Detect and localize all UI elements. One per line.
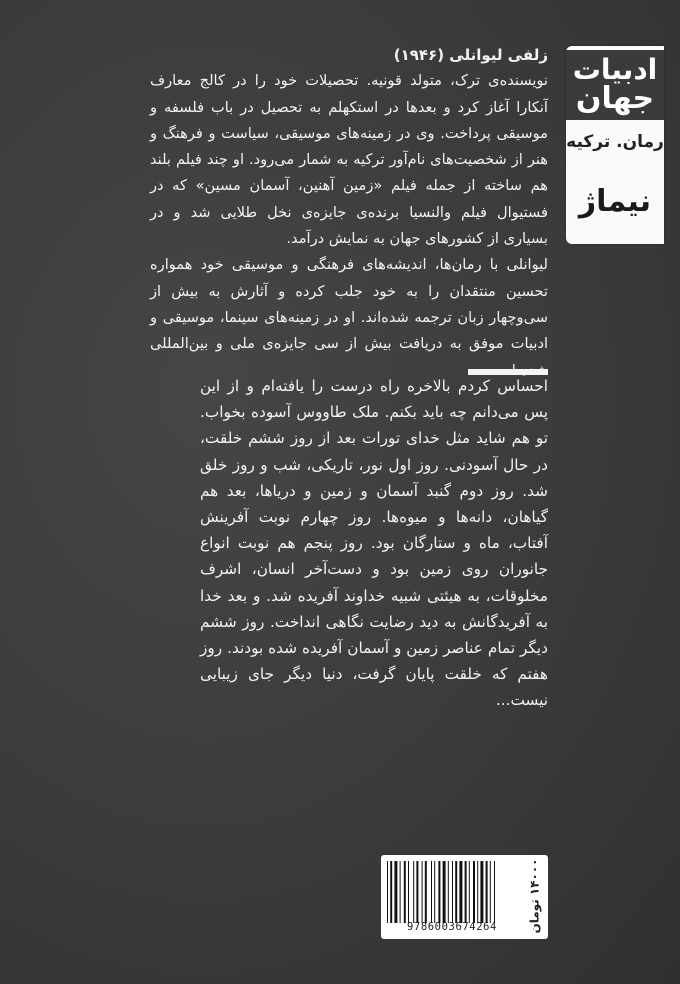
price-text: ۱۴۰۰۰ تومان — [527, 858, 542, 934]
barcode-stripe — [390, 861, 392, 923]
barcode-stripe — [469, 861, 470, 923]
barcode-stripe — [490, 861, 491, 923]
barcode-stripe — [480, 861, 483, 923]
barcode-stripe — [438, 861, 440, 923]
barcode-stripe — [416, 861, 418, 923]
barcode-stripe — [408, 861, 409, 923]
barcode-stripe — [465, 861, 467, 923]
barcode-stripe — [459, 861, 462, 923]
barcode-stripe — [494, 861, 495, 923]
barcode-stripe — [477, 861, 478, 923]
barcode-bars — [385, 861, 525, 925]
barcode-stripe — [413, 861, 414, 923]
barcode-stripe — [473, 861, 475, 923]
author-heading: زلفی لیوانلی (۱۹۴۶) — [393, 46, 548, 64]
barcode-stripe — [452, 861, 453, 923]
barcode-stripe — [443, 861, 446, 923]
genre-country-label: رمان. ترکیه — [566, 132, 664, 152]
publisher-logo-text: نیماژ — [578, 184, 652, 219]
author-bio-paragraph-1: نویسنده‌ی ترک، متولد قونیه. تحصیلات خود را در کالج معارف آنکارا آغاز کرد و بعدها در استکهلم به تحصیل در باب فلسفه و موسیقی پرداخت. وی در زمینه‌های موسیقی، سیاست و فرهنگ و هنر از شخصیت‌های نام‌آور ترکیه به شمار می‌رود. او چند فیلم بلند هم ساخته از جمله فیلم «زمین آهنین، آسمان مسین» که در فستیوال فیلم والنسیا برنده‌ی جایزه‌ی نخل طلایی شد و در بسیاری از کشورهای جهان به نمایش درآمد. — [150, 72, 548, 248]
isbn-number: 9786003674264 — [407, 921, 497, 933]
book-excerpt — [200, 373, 548, 714]
author-bio-paragraph-2: لیوانلی با رمان‌ها، اندیشه‌های فرهنگی و موسیقی خود همواره تحسین منتقدان را به خود جلب کرده و آثارش به بیش از سی‌وچهار زبان ترجمه شده‌اند. او در زمینه‌های سینما، موسیقی و ادبیات موفق به دریافت بیش از سی جایزه‌ی ملی و بین‌المللی — [150, 256, 548, 353]
excerpt-text: احساس کردم بالاخره راه درست را یافته‌ام و از این پس می‌دانم چه باید بکنم. ملک طاووس آسوده بخواب. تو هم شاید مثل خدای تورات بعد از روز ششم خلقت، در حال آسودنی. روز اول نور، تاریکی، شب و روز خلق شد. روز دوم گنبد آسمان و زمین و دریاها، بعد هم گیاهان، دانه‌ها و میوه‌ها. روز چهارم نوبت آفرینش آفتاب، ماه و ستارگان بود. روز پنجم هم نوبت انواع جانوران روی زمین بود و دست‌آخر انسان، اشرف مخلوقات، به هیئتی شبیه خداوند آفریده شد. و بعد خدا به آفریدگانش به دید رضایت نگاهی انداخت. روز ششم دیگر تمام عناصر زمین و آسمان آفریده شده بودند. روز هفتم که خلقت پایان گرفت، دنیا دیگر جای زیبایی نیست... — [200, 377, 548, 710]
price-label — [523, 860, 545, 932]
barcode-stripe — [394, 861, 397, 923]
barcode-stripe — [422, 861, 423, 923]
barcode-stripe — [425, 861, 427, 923]
barcode-stripe — [434, 861, 435, 923]
series-title-line1: ادبیات — [572, 53, 658, 86]
publisher-logo — [572, 172, 658, 228]
barcode-stripe — [431, 861, 432, 923]
barcode-stripe — [404, 861, 406, 923]
author-bio — [150, 42, 548, 384]
barcode-stripe — [486, 861, 488, 923]
series-title — [566, 50, 664, 120]
barcode-stripe — [387, 861, 388, 923]
barcode-stripe — [400, 861, 401, 923]
barcode-stripe — [455, 861, 457, 923]
barcode-stripe — [448, 861, 449, 923]
series-title-line2: جهان — [575, 81, 655, 116]
